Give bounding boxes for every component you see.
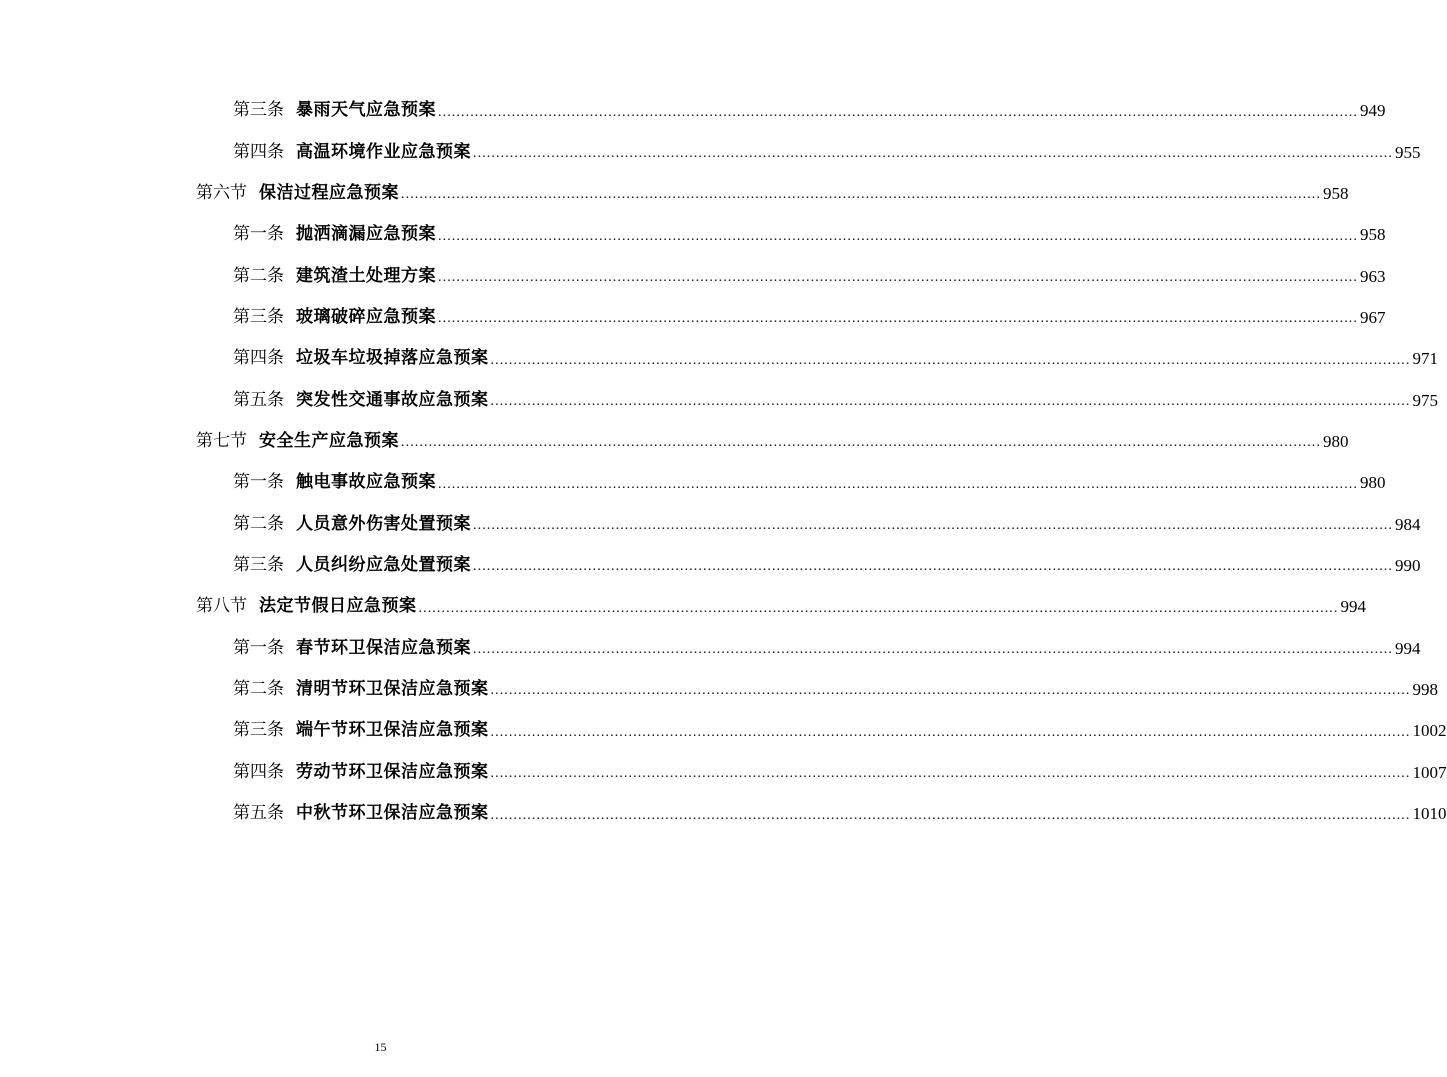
toc-entry-page: 994 <box>1395 638 1421 658</box>
toc-dot-leader: ........................................................................................................................................................................................................ <box>473 642 1393 658</box>
toc-entry-number: 第三条 <box>233 306 284 327</box>
toc-entry-page: 955 <box>1395 142 1421 162</box>
toc-entry-number: 第四条 <box>233 141 284 162</box>
toc-dot-leader: ........................................................................................................................................................................................................ <box>473 518 1393 534</box>
toc-entry-number: 第四条 <box>233 348 284 369</box>
toc-section-entry[interactable] <box>0 586 1366 627</box>
toc-entry-title: 高温环境作业应急预案 <box>296 141 471 162</box>
toc-entry-title: 法定节假日应急预案 <box>259 596 417 617</box>
toc-dot-leader: ........................................................................................................................................................................................................ <box>490 724 1411 740</box>
toc-entry-page: 994 <box>1340 597 1366 617</box>
toc-dot-leader: ........................................................................................................................................................................................................ <box>438 476 1358 492</box>
toc-entry-page: 1007 <box>1412 762 1447 782</box>
toc-dot-leader: ........................................................................................................................................................................................................ <box>490 352 1411 368</box>
toc-entry-number: 第八节 <box>196 596 247 617</box>
toc-article-entry[interactable] <box>0 710 1447 751</box>
toc-dot-leader: ........................................................................................................................................................................................................ <box>490 683 1411 699</box>
toc-article-entry[interactable] <box>0 297 1386 338</box>
toc-entry-title: 劳动节环卫保洁应急预案 <box>296 761 489 782</box>
toc-entry-title: 安全生产应急预案 <box>259 430 399 451</box>
toc-entry-number: 第二条 <box>233 265 284 286</box>
toc-article-entry[interactable] <box>0 793 1447 834</box>
toc-entry-title: 建筑渣土处理方案 <box>296 265 436 286</box>
toc-entry-title: 春节环卫保洁应急预案 <box>296 637 471 658</box>
toc-section-entry[interactable] <box>0 173 1349 214</box>
toc-entry-number: 第三条 <box>233 100 284 121</box>
toc-entry-number: 第一条 <box>233 637 284 658</box>
toc-entry-number: 第二条 <box>233 678 284 699</box>
toc-dot-leader: ........................................................................................................................................................................................................ <box>473 146 1393 162</box>
toc-entry-page: 980 <box>1323 431 1349 451</box>
toc-article-entry[interactable] <box>0 669 1438 710</box>
toc-dot-leader: ........................................................................................................................................................................................................ <box>490 807 1411 823</box>
toc-entry-number: 第五条 <box>233 389 284 410</box>
toc-entry-page: 967 <box>1360 307 1386 327</box>
toc-entry-number: 第一条 <box>233 224 284 245</box>
toc-entry-number: 第四条 <box>233 761 284 782</box>
toc-entry-title: 清明节环卫保洁应急预案 <box>296 678 489 699</box>
toc-dot-leader: ........................................................................................................................................................................................................ <box>418 600 1339 616</box>
toc-entry-page: 958 <box>1360 225 1386 245</box>
toc-entry-page: 963 <box>1360 266 1386 286</box>
toc-dot-leader: ........................................................................................................................................................................................................ <box>438 311 1358 327</box>
toc-entry-page: 990 <box>1395 555 1421 575</box>
toc-entry-page: 975 <box>1412 390 1438 410</box>
toc-entry-page: 1002 <box>1412 721 1447 741</box>
toc-entry-number: 第三条 <box>233 554 284 575</box>
toc-article-entry[interactable] <box>0 338 1438 379</box>
toc-dot-leader: ........................................................................................................................................................................................................ <box>438 270 1358 286</box>
toc-entry-page: 980 <box>1360 473 1386 493</box>
toc-dot-leader: ........................................................................................................................................................................................................ <box>438 104 1358 120</box>
toc-article-entry[interactable] <box>0 752 1447 793</box>
toc-entry-number: 第五条 <box>233 803 284 824</box>
toc-article-entry[interactable] <box>0 90 1386 131</box>
page-number: 15 <box>374 1040 387 1054</box>
toc-entry-number: 第六节 <box>196 182 247 203</box>
toc-entry-title: 突发性交通事故应急预案 <box>296 389 489 410</box>
toc-entry-page: 984 <box>1395 514 1421 534</box>
toc-article-entry[interactable] <box>0 462 1386 503</box>
toc-article-entry[interactable] <box>0 545 1421 586</box>
toc-entry-title: 中秋节环卫保洁应急预案 <box>296 803 489 824</box>
toc-article-entry[interactable] <box>0 379 1438 420</box>
toc-dot-leader: ........................................................................................................................................................................................................ <box>401 187 1321 203</box>
toc-entry-number: 第一条 <box>233 472 284 493</box>
toc-section-entry[interactable] <box>0 421 1349 462</box>
toc-entry-page: 998 <box>1412 679 1438 699</box>
toc-article-entry[interactable] <box>0 503 1421 544</box>
table-of-contents <box>0 90 1447 834</box>
toc-dot-leader: ........................................................................................................................................................................................................ <box>490 766 1411 782</box>
toc-dot-leader: ........................................................................................................................................................................................................ <box>401 435 1321 451</box>
toc-entry-page: 958 <box>1323 183 1349 203</box>
toc-article-entry[interactable] <box>0 214 1386 255</box>
toc-entry-title: 人员纠纷应急处置预案 <box>296 554 471 575</box>
toc-dot-leader: ........................................................................................................................................................................................................ <box>490 394 1411 410</box>
toc-dot-leader: ........................................................................................................................................................................................................ <box>438 228 1358 244</box>
toc-entry-title: 端午节环卫保洁应急预案 <box>296 720 489 741</box>
toc-entry-number: 第二条 <box>233 513 284 534</box>
toc-entry-title: 垃圾车垃圾掉落应急预案 <box>296 348 489 369</box>
toc-entry-page: 949 <box>1360 101 1386 121</box>
toc-entry-number: 第七节 <box>196 430 247 451</box>
toc-entry-title: 暴雨天气应急预案 <box>296 100 436 121</box>
toc-entry-title: 触电事故应急预案 <box>296 472 436 493</box>
toc-article-entry[interactable] <box>0 627 1421 668</box>
toc-article-entry[interactable] <box>0 131 1421 172</box>
toc-entry-number: 第三条 <box>233 720 284 741</box>
toc-entry-title: 玻璃破碎应急预案 <box>296 306 436 327</box>
toc-entry-page: 1010 <box>1412 804 1447 824</box>
toc-entry-page: 971 <box>1412 349 1438 369</box>
toc-dot-leader: ........................................................................................................................................................................................................ <box>473 559 1393 575</box>
toc-entry-title: 抛洒滴漏应急预案 <box>296 224 436 245</box>
toc-article-entry[interactable] <box>0 255 1386 296</box>
toc-entry-title: 保洁过程应急预案 <box>259 182 399 203</box>
toc-entry-title: 人员意外伤害处置预案 <box>296 513 471 534</box>
